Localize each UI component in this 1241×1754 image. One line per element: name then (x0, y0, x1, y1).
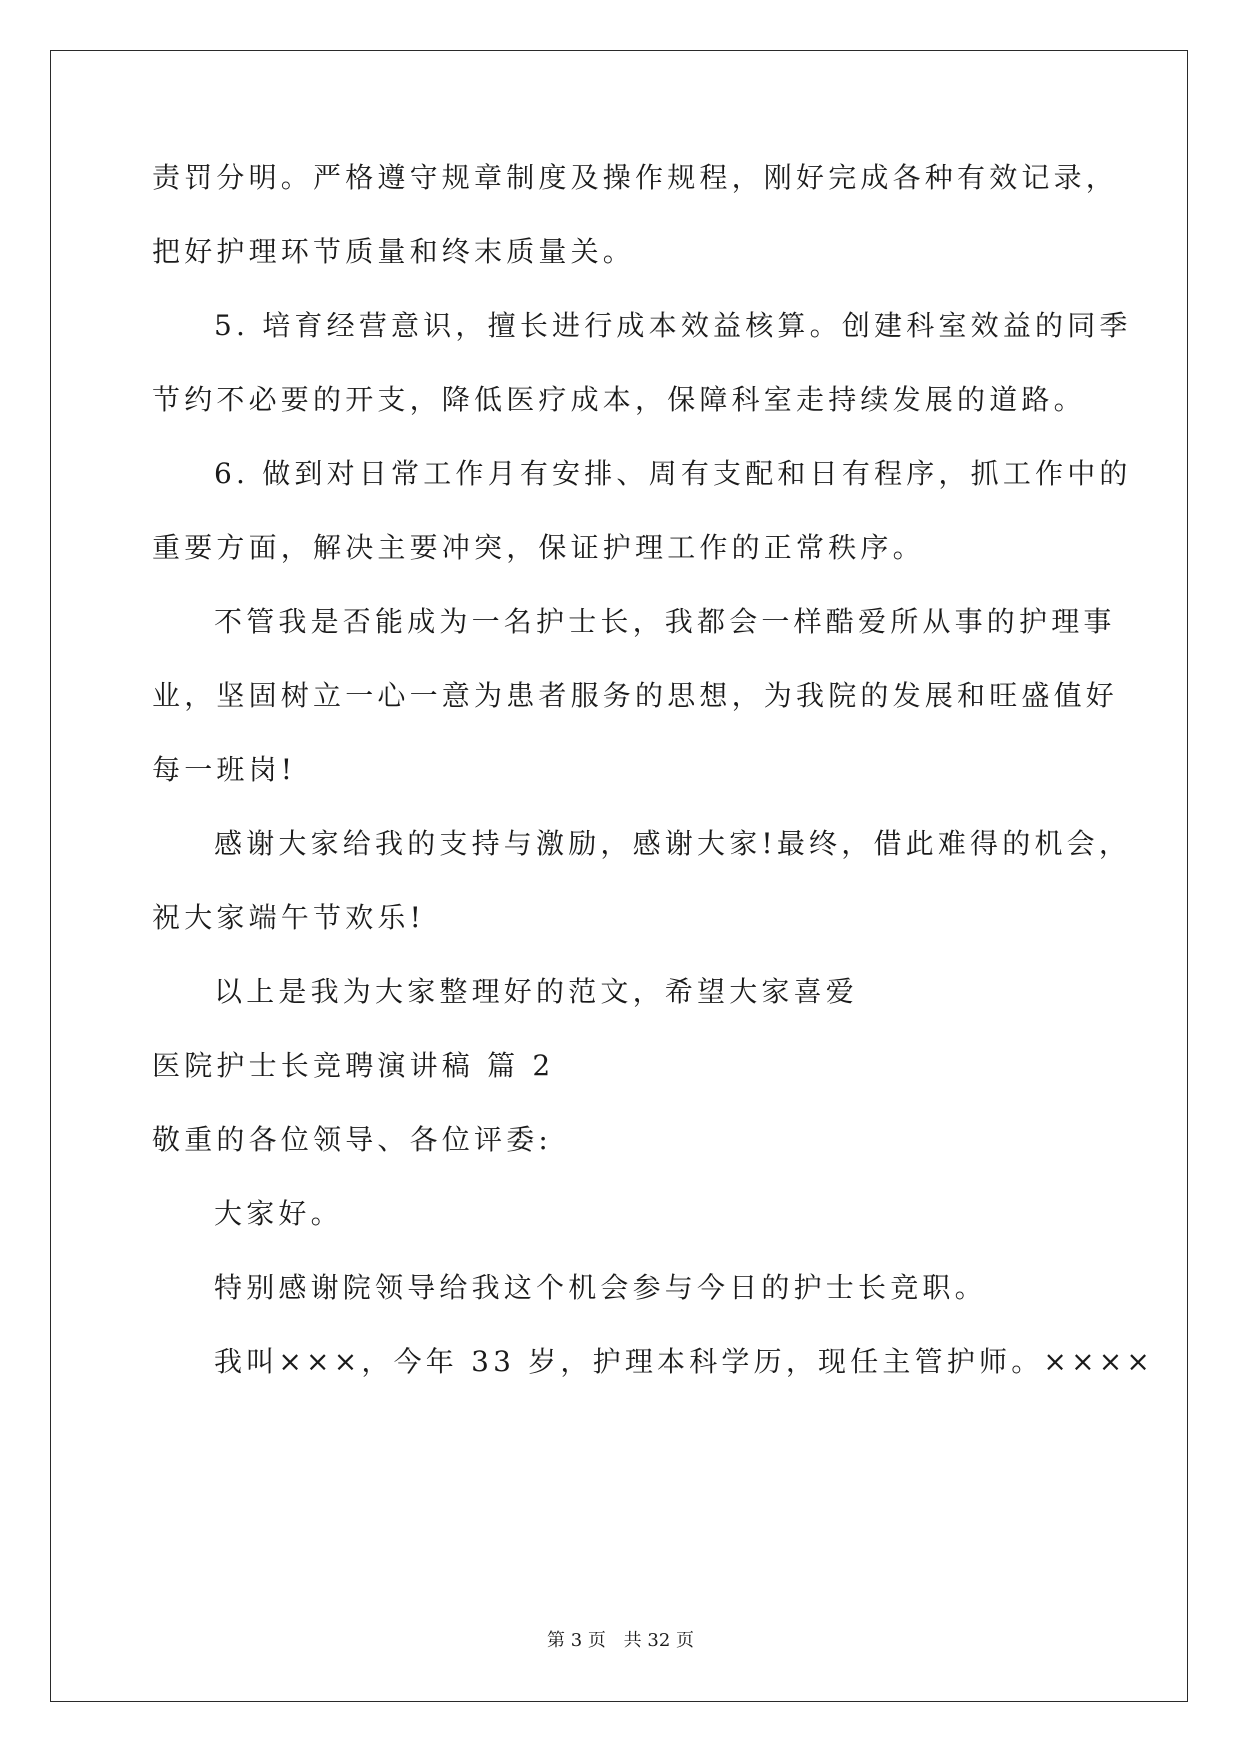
paragraph-line: 把好护理环节质量和终末质量关。 (152, 235, 636, 268)
paragraph-line: 以上是我为大家整理好的范文，希望大家喜爱 (214, 975, 859, 1008)
paragraph-line: 祝大家端午节欢乐! (152, 901, 426, 934)
paragraph-line: 节约不必要的开支，降低医疗成本，保障科室走持续发展的道路。 (152, 383, 1086, 416)
paragraph-line: 6. 做到对日常工作月有安排、周有支配和日有程序，抓工作中的 (214, 457, 1132, 490)
paragraph-line: 5. 培育经营意识，擅长进行成本效益核算。创建科室效益的同季 (214, 309, 1132, 342)
salutation: 敬重的各位领导、各位评委: (152, 1123, 553, 1156)
paragraph-line: 重要方面，解决主要冲突，保证护理工作的正常秩序。 (152, 531, 925, 564)
paragraph-line: 我叫×××，今年 33 岁，护理本科学历，现任主管护师。×××× (214, 1345, 1155, 1378)
paragraph-line: 每一班岗! (152, 753, 297, 786)
page-number: 第 3 页 (547, 1630, 606, 1651)
page-border (50, 50, 1188, 1702)
greeting: 大家好。 (214, 1197, 343, 1230)
paragraph-line: 感谢大家给我的支持与激励，感谢大家!最终，借此难得的机会， (214, 827, 1132, 860)
paragraph-line: 责罚分明。严格遵守规章制度及操作规程，刚好完成各种有效记录， (152, 161, 1119, 194)
page-total: 共 32 页 (623, 1630, 694, 1651)
paragraph-line: 特别感谢院领导给我这个机会参与今日的护士长竞职。 (214, 1271, 987, 1304)
paragraph-line: 业，坚固树立一心一意为患者服务的思想，为我院的发展和旺盛值好 (152, 679, 1119, 712)
page-footer (0, 1626, 1241, 1652)
paragraph-line: 不管我是否能成为一名护士长，我都会一样酷爱所从事的护理事 (214, 605, 1116, 638)
section-heading: 医院护士长竞聘演讲稿 篇 2 (152, 1049, 555, 1082)
